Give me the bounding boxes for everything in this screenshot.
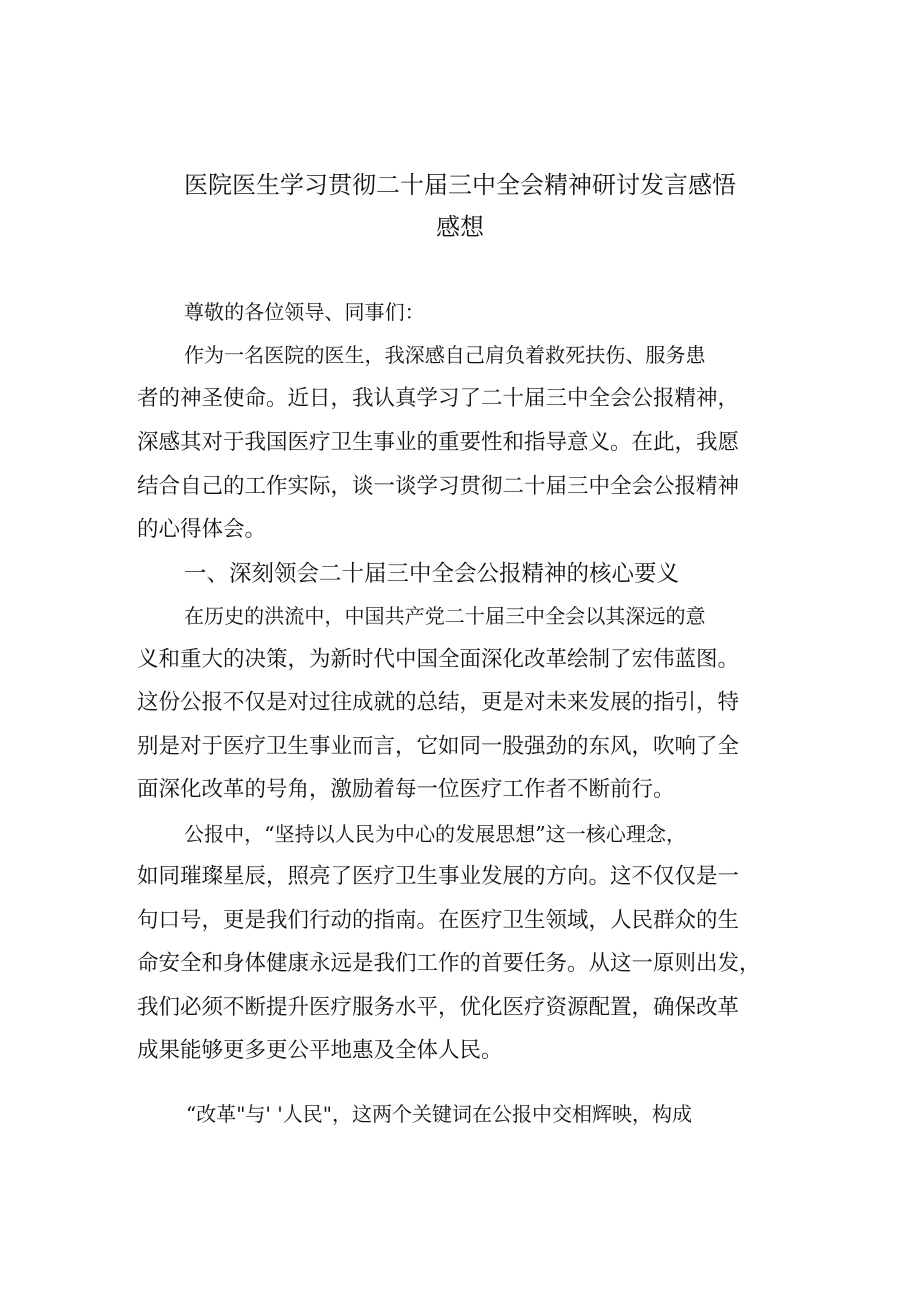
para3-line-4: 命安全和身体健康永远是我们工作的首要任务。从这一原则出发， (137, 951, 761, 976)
para3-line-3: 句口号，更是我们行动的指南。在医疗卫生领域，人民群众的生 (137, 908, 740, 933)
intro-line-1: 作为一名医院的医生，我深感自己肩负着救死扶伤、服务患 (184, 343, 706, 367)
para3-line-6: 成果能够更多更公平地惠及全体人民。 (137, 1038, 503, 1063)
intro-line-5: 的心得体会。 (137, 517, 267, 542)
para4-line-1: “改革"与' '人民"，这两个关键词在公报中交相辉映，构成 (186, 1102, 692, 1126)
document-title-line-2: 感想 (436, 213, 484, 241)
para3-line-2: 如同璀璨星辰，照亮了医疗卫生事业发展的方向。这不仅仅是一 (137, 864, 740, 889)
section-heading-1: 一、深刻领会二十届三中全会公报精神的核心要义 (184, 561, 680, 587)
para2-line-4: 别是对于医疗卫生事业而言，它如同一股强劲的东风，吹响了全 (137, 734, 740, 759)
salutation: 尊敬的各位领导、同事们： (184, 300, 425, 324)
document-title-line-1: 医院医生学习贯彻二十届三中全会精神研讨发言感悟 (184, 171, 736, 199)
intro-line-2: 者的神圣使命。近日，我认真学习了二十届三中全会公报精神， (137, 386, 740, 411)
para3-line-5: 我们必须不断提升医疗服务水平，优化医疗资源配置，确保改革 (137, 995, 740, 1020)
para3-line-1: 公报中，“坚持以人民为中心的发展思想”这一核心理念， (184, 822, 687, 846)
para2-line-5: 面深化改革的号角，激励着每一位医疗工作者不断前行。 (137, 777, 675, 802)
para2-line-2: 义和重大的决策，为新时代中国全面深化改革绘制了宏伟蓝图。 (137, 647, 740, 672)
intro-line-3: 深感其对于我国医疗卫生事业的重要性和指导意义。在此，我愿 (137, 430, 740, 455)
intro-line-4: 结合自己的工作实际，谈一谈学习贯彻二十届三中全会公报精神 (137, 474, 740, 499)
para2-line-1: 在历史的洪流中，中国共产党二十届三中全会以其深远的意 (184, 604, 706, 628)
para2-line-3: 这份公报不仅是对过往成就的总结，更是对未来发展的指引，特 (137, 690, 740, 715)
